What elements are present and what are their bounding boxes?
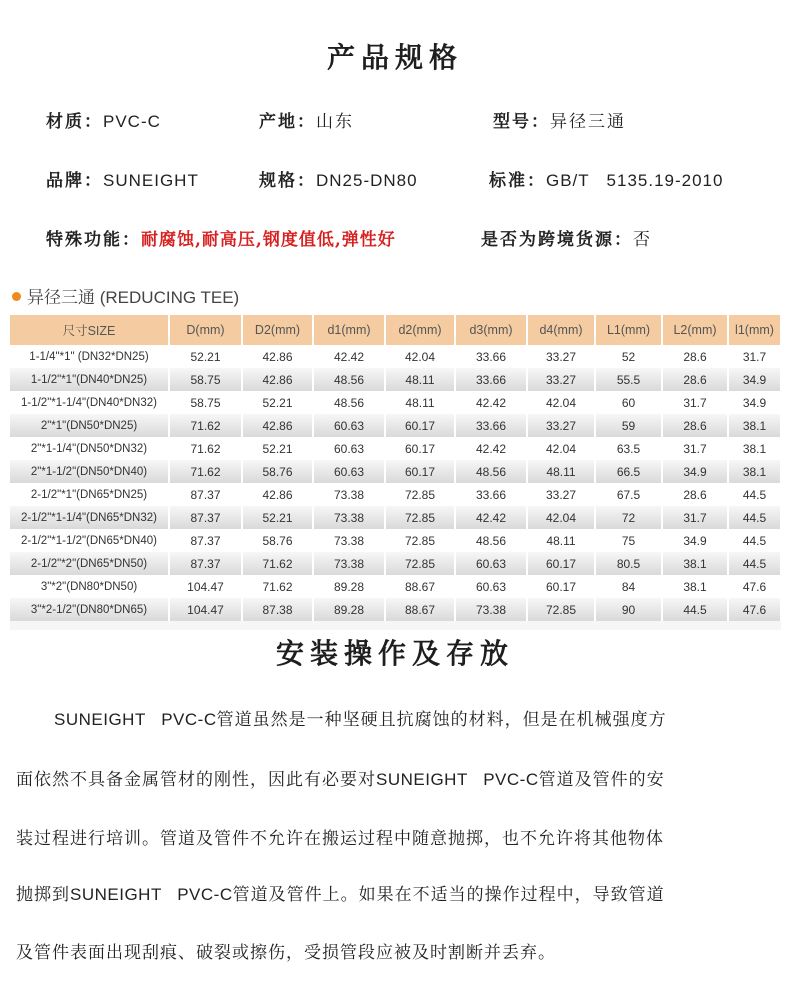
size-cell: 2-1/2"*2"(DN65*DN50) (10, 552, 169, 575)
size-cell: 2-1/2"*1-1/4"(DN65*DN32) (10, 506, 169, 529)
value-cell: 42.04 (385, 345, 455, 368)
cross-border-label: 是否为跨境货源： (481, 230, 633, 250)
value-cell: 72.85 (385, 552, 455, 575)
value-cell: 48.56 (313, 368, 385, 391)
spec-table (10, 315, 782, 621)
material-value: PVC-C (103, 112, 161, 131)
value-cell: 89.28 (313, 598, 385, 621)
origin-value: 山东 (316, 112, 354, 132)
size-cell: 2"*1-1/4"(DN50*DN32) (10, 437, 169, 460)
value-cell: 73.38 (455, 598, 527, 621)
standard-label: 标准： (489, 171, 546, 191)
value-cell: 48.56 (313, 391, 385, 414)
column-header: d2(mm) (385, 315, 455, 345)
origin-spec (259, 107, 354, 132)
brand-value: SUNEIGHT (103, 171, 199, 190)
value-cell: 42.42 (455, 437, 527, 460)
value-cell: 60.63 (313, 437, 385, 460)
value-cell: 60.17 (527, 552, 595, 575)
section-title-en: (REDUCING TEE) (99, 288, 240, 307)
install-text: 及管件表面出现刮痕、破裂或擦伤，受损管段应被及时割断并丢弃。 (16, 943, 556, 963)
value-cell: 42.86 (242, 483, 313, 506)
value-cell: 33.66 (455, 414, 527, 437)
size-cell: 2"*1"(DN50*DN25) (10, 414, 169, 437)
value-cell: 44.5 (728, 483, 781, 506)
value-cell: 42.42 (313, 345, 385, 368)
feature-label: 特殊功能： (46, 230, 141, 250)
table-row (10, 506, 781, 529)
value-cell: 89.28 (313, 575, 385, 598)
value-cell: 104.47 (169, 598, 242, 621)
value-cell: 71.62 (169, 460, 242, 483)
install-title: 安装操作及存放 (275, 637, 514, 670)
spec-table-container (10, 315, 781, 630)
value-cell: 42.86 (242, 345, 313, 368)
install-text: 管道及管件的安 (538, 770, 665, 790)
value-cell: 28.6 (662, 414, 728, 437)
install-text: 装过程进行培训。管道及管件不允许在搬运过程中随意抛掷，也不允许将其他物体 (16, 829, 664, 849)
value-cell: 73.38 (313, 483, 385, 506)
column-header: L1(mm) (595, 315, 662, 345)
value-cell: 87.37 (169, 529, 242, 552)
value-cell: 42.86 (242, 368, 313, 391)
size-cell: 1-1/2"*1-1/4"(DN40*DN32) (10, 391, 169, 414)
brand-mention: SUNEIGHT PVC-C (54, 710, 217, 729)
size-range-spec (259, 166, 418, 191)
value-cell: 90 (595, 598, 662, 621)
feature-spec (46, 225, 396, 250)
section-title-cn: 异径三通 (27, 288, 100, 307)
value-cell: 42.42 (455, 391, 527, 414)
bullet-dot-icon (12, 292, 21, 301)
cross-border-value: 否 (633, 230, 652, 250)
value-cell: 72.85 (385, 529, 455, 552)
value-cell: 75 (595, 529, 662, 552)
value-cell: 48.11 (527, 460, 595, 483)
value-cell: 42.04 (527, 437, 595, 460)
cross-border-spec (481, 225, 652, 250)
value-cell: 34.9 (662, 460, 728, 483)
brand-mention: SUNEIGHT PVC-C (376, 770, 539, 789)
value-cell: 71.62 (169, 414, 242, 437)
size-cell: 3"*2"(DN80*DN50) (10, 575, 169, 598)
value-cell: 60.17 (527, 575, 595, 598)
table-row (10, 598, 781, 621)
value-cell: 66.5 (595, 460, 662, 483)
value-cell: 48.56 (455, 460, 527, 483)
value-cell: 84 (595, 575, 662, 598)
standard-spec (489, 166, 723, 191)
value-cell: 60.17 (385, 460, 455, 483)
value-cell: 73.38 (313, 529, 385, 552)
column-header: d4(mm) (527, 315, 595, 345)
value-cell: 71.62 (242, 552, 313, 575)
install-text: 面依然不具备金属管材的刚性，因此有必要对 (16, 770, 376, 790)
table-row (10, 437, 781, 460)
value-cell: 38.1 (662, 575, 728, 598)
value-cell: 71.62 (169, 437, 242, 460)
value-cell: 33.66 (455, 368, 527, 391)
column-header: d3(mm) (455, 315, 527, 345)
column-header: D(mm) (169, 315, 242, 345)
value-cell: 87.37 (169, 483, 242, 506)
value-cell: 31.7 (662, 437, 728, 460)
column-header: 尺寸SIZE (10, 315, 169, 345)
value-cell: 72.85 (385, 483, 455, 506)
value-cell: 60.63 (455, 575, 527, 598)
value-cell: 47.6 (728, 575, 781, 598)
value-cell: 52 (595, 345, 662, 368)
value-cell: 87.38 (242, 598, 313, 621)
value-cell: 58.75 (169, 391, 242, 414)
value-cell: 55.5 (595, 368, 662, 391)
value-cell: 48.11 (385, 368, 455, 391)
value-cell: 44.5 (662, 598, 728, 621)
value-cell: 38.1 (728, 460, 781, 483)
value-cell: 88.67 (385, 575, 455, 598)
column-header: l1(mm) (728, 315, 781, 345)
value-cell: 44.5 (728, 506, 781, 529)
install-line-1 (16, 705, 782, 730)
value-cell: 58.75 (169, 368, 242, 391)
value-cell: 33.27 (527, 414, 595, 437)
value-cell: 48.11 (385, 391, 455, 414)
value-cell: 88.67 (385, 598, 455, 621)
value-cell: 48.11 (527, 529, 595, 552)
size-range-label: 规格： (259, 171, 316, 191)
column-header: d1(mm) (313, 315, 385, 345)
value-cell: 52.21 (242, 506, 313, 529)
value-cell: 60.17 (385, 437, 455, 460)
size-cell: 3"*2-1/2"(DN80*DN65) (10, 598, 169, 621)
value-cell: 48.56 (455, 529, 527, 552)
value-cell: 87.37 (169, 552, 242, 575)
column-header: L2(mm) (662, 315, 728, 345)
value-cell: 38.1 (728, 414, 781, 437)
value-cell: 67.5 (595, 483, 662, 506)
value-cell: 72.85 (527, 598, 595, 621)
model-value: 异径三通 (550, 112, 626, 132)
install-line-5 (16, 938, 782, 963)
value-cell: 72 (595, 506, 662, 529)
table-row (10, 391, 781, 414)
size-cell: 1-1/4"*1" (DN32*DN25) (10, 345, 169, 368)
value-cell: 33.66 (455, 345, 527, 368)
value-cell: 31.7 (662, 391, 728, 414)
reducing-tee-heading (12, 283, 239, 308)
brand-mention: SUNEIGHT PVC-C (70, 885, 233, 904)
value-cell: 73.38 (313, 506, 385, 529)
column-header: D2(mm) (242, 315, 313, 345)
table-row (10, 483, 781, 506)
table-row (10, 552, 781, 575)
install-text: 管道及管件上。如果在不适当的操作过程中，导致管道 (232, 885, 665, 905)
value-cell: 42.04 (527, 506, 595, 529)
value-cell: 60.63 (313, 414, 385, 437)
value-cell: 34.9 (728, 368, 781, 391)
spec-title: 产品规格 (326, 41, 463, 74)
origin-label: 产地： (259, 112, 316, 132)
value-cell: 34.9 (662, 529, 728, 552)
value-cell: 47.6 (728, 598, 781, 621)
value-cell: 52.21 (169, 345, 242, 368)
value-cell: 87.37 (169, 506, 242, 529)
table-row (10, 345, 781, 368)
value-cell: 60.63 (313, 460, 385, 483)
material-label: 材质： (46, 112, 103, 132)
size-cell: 2-1/2"*1-1/2"(DN65*DN40) (10, 529, 169, 552)
value-cell: 34.9 (728, 391, 781, 414)
value-cell: 71.62 (242, 575, 313, 598)
install-line-3 (16, 824, 782, 849)
value-cell: 33.27 (527, 483, 595, 506)
value-cell: 38.1 (662, 552, 728, 575)
value-cell: 33.27 (527, 345, 595, 368)
value-cell: 72.85 (385, 506, 455, 529)
install-text: 管道虽然是一种坚硬且抗腐蚀的材料，但是在机械强度方 (216, 710, 667, 730)
value-cell: 31.7 (728, 345, 781, 368)
value-cell: 73.38 (313, 552, 385, 575)
model-label: 型号： (493, 112, 550, 132)
table-row (10, 368, 781, 391)
size-cell: 2"*1-1/2"(DN50*DN40) (10, 460, 169, 483)
brand-spec (46, 166, 199, 191)
value-cell: 42.04 (527, 391, 595, 414)
model-spec (493, 107, 626, 132)
value-cell: 42.86 (242, 414, 313, 437)
value-cell: 60.17 (385, 414, 455, 437)
feature-value: 耐腐蚀,耐高压,钢度值低,弹性好 (141, 230, 396, 250)
material-spec (46, 107, 161, 132)
brand-label: 品牌： (46, 171, 103, 191)
value-cell: 58.76 (242, 529, 313, 552)
install-line-2 (16, 765, 782, 790)
table-header-row (10, 315, 781, 345)
table-row (10, 575, 781, 598)
value-cell: 52.21 (242, 437, 313, 460)
table-row (10, 414, 781, 437)
size-cell: 2-1/2"*1"(DN65*DN25) (10, 483, 169, 506)
value-cell: 31.7 (662, 506, 728, 529)
size-range-value: DN25-DN80 (316, 171, 418, 190)
value-cell: 60 (595, 391, 662, 414)
value-cell: 28.6 (662, 368, 728, 391)
value-cell: 44.5 (728, 529, 781, 552)
value-cell: 104.47 (169, 575, 242, 598)
value-cell: 63.5 (595, 437, 662, 460)
value-cell: 42.42 (455, 506, 527, 529)
table-row (10, 460, 781, 483)
value-cell: 38.1 (728, 437, 781, 460)
table-row (10, 529, 781, 552)
size-cell: 1-1/2"*1"(DN40*DN25) (10, 368, 169, 391)
value-cell: 60.63 (455, 552, 527, 575)
install-text: 抛掷到 (16, 885, 70, 905)
value-cell: 28.6 (662, 483, 728, 506)
install-line-4 (16, 880, 782, 905)
value-cell: 33.66 (455, 483, 527, 506)
value-cell: 58.76 (242, 460, 313, 483)
value-cell: 33.27 (527, 368, 595, 391)
value-cell: 44.5 (728, 552, 781, 575)
value-cell: 28.6 (662, 345, 728, 368)
value-cell: 59 (595, 414, 662, 437)
standard-value: GB/T 5135.19-2010 (546, 171, 724, 190)
value-cell: 52.21 (242, 391, 313, 414)
value-cell: 80.5 (595, 552, 662, 575)
